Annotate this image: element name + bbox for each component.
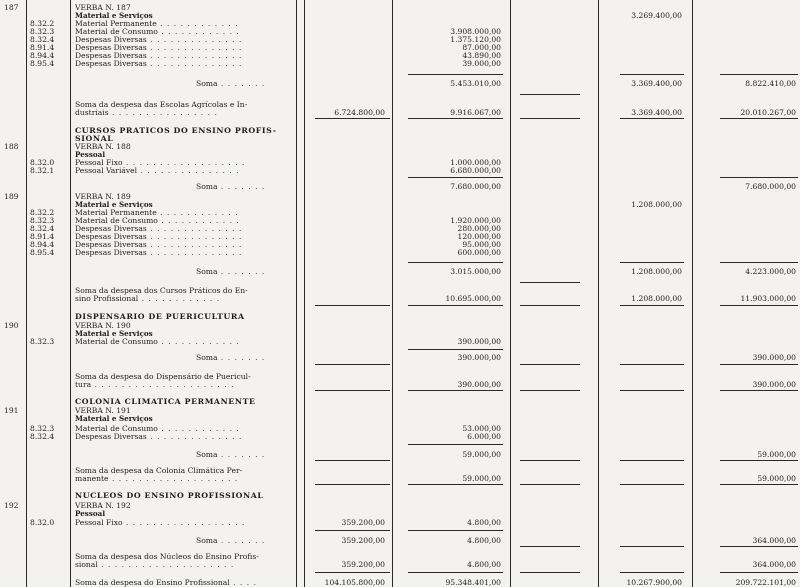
leader-dots: . . . . . . . . . . . . . . [146, 248, 243, 257]
description: COLONIA CLIMATICA PERMANENTE [75, 397, 256, 406]
table-row [0, 518, 800, 527]
sum-rule [520, 305, 580, 306]
table-row [0, 59, 800, 68]
amount-col-3: 1.208.000,00 [631, 294, 682, 303]
amount-col-1: 359.200,00 [341, 536, 385, 545]
account-code: 8.32.4 [30, 432, 55, 441]
description: Soma . . . . . . . [196, 79, 266, 88]
leader-dots: . . . . . . . . . . . . [156, 19, 239, 28]
amount-col-2: 87.000,00 [462, 43, 501, 52]
leader-dots: . . . . . . . . . . . . . . [146, 43, 243, 52]
description: Pessoal Fixo . . . . . . . . . . . . . . . . . . [75, 158, 246, 167]
account-code: 8.91.4 [30, 232, 55, 241]
description: Despesas Diversas . . . . . . . . . . . . . . [75, 248, 243, 257]
description: Soma da despesa dos Cursos Práticos do En- [75, 286, 248, 295]
amount-col-2: 5.453.010,00 [450, 79, 501, 88]
sum-rule [720, 572, 798, 573]
amount-col-1: 6.724.800,00 [334, 108, 385, 117]
amount-col-2: 43.890,00 [462, 51, 501, 60]
description: sino Profissional . . . . . . . . . . . . [75, 294, 221, 303]
account-code: 8.32.4 [30, 224, 55, 233]
sum-rule [408, 444, 503, 445]
amount-col-4: 390.000,00 [752, 380, 796, 389]
sum-rule [408, 74, 503, 75]
amount-col-2: 3.908.000,00 [450, 27, 501, 36]
description: Despesas Diversas . . . . . . . . . . . . . . [75, 240, 243, 249]
amount-col-2: 9.916.067,00 [450, 108, 501, 117]
amount-col-2: 280.000,00 [457, 224, 501, 233]
account-code: 8.32.0 [30, 518, 55, 527]
amount-col-2: 6.000,00 [467, 432, 501, 441]
account-code: 8.32.3 [30, 337, 55, 346]
account-code: 8.32.3 [30, 424, 55, 433]
leader-dots: . . . . . . . . . . . . [156, 208, 239, 217]
leader-dots: . . . . . . . . . . . . . . . [137, 166, 240, 175]
sum-rule [520, 282, 580, 283]
description: Material de Consumo . . . . . . . . . . . . [75, 27, 240, 36]
leader-dots: . . . . . . . . . . . . . . [146, 59, 243, 68]
amount-col-2: 59.000,00 [462, 450, 501, 459]
amount-col-4: 390.000,00 [752, 353, 796, 362]
table-row [0, 578, 800, 587]
item-number: 190 [4, 321, 19, 330]
amount-col-4: 59.000,00 [757, 450, 796, 459]
account-code: 8.95.4 [30, 248, 55, 257]
amount-col-2: 390.000,00 [457, 380, 501, 389]
item-number: 192 [4, 501, 19, 510]
description: Material e Serviços [75, 329, 153, 338]
sum-rule [520, 460, 580, 461]
sum-rule [520, 364, 580, 365]
sum-rule [720, 305, 798, 306]
table-row [0, 267, 800, 276]
leader-dots: . . . . . . . . . . . . . . . . . . . . . [91, 380, 235, 389]
sum-rule [620, 74, 684, 75]
amount-col-4: 20.010.267,00 [740, 108, 796, 117]
leader-dots: . . . . . . . . . . . . . . . . . . [122, 518, 246, 527]
description: Soma da despesa do Dispensário de Puericul- [75, 372, 251, 381]
table-row [0, 432, 800, 441]
amount-col-3: 3.269.400,00 [631, 11, 682, 20]
amount-col-4: 4.223.000,00 [745, 267, 796, 276]
leader-dots: . . . . . . . . . . . . . . . . . . . . [97, 560, 235, 569]
sum-rule [720, 390, 798, 391]
sum-rule [720, 364, 798, 365]
amount-col-2: 7.680.000,00 [450, 182, 501, 191]
amount-col-2: 390.000,00 [457, 337, 501, 346]
account-code: 8.32.0 [30, 158, 55, 167]
description: Despesas Diversas . . . . . . . . . . . . . . [75, 35, 243, 44]
sum-rule [520, 546, 580, 547]
description: dustriais . . . . . . . . . . . . . . . . [75, 108, 218, 117]
description: Soma da despesa das Escolas Agrícolas e In- [75, 100, 248, 109]
sum-rule [620, 118, 684, 119]
sum-rule [315, 364, 390, 365]
item-number: 191 [4, 406, 19, 415]
table-row [0, 353, 800, 362]
table-row [0, 182, 800, 191]
leader-dots: . . . . . . . [217, 353, 266, 362]
description: Soma da despesa da Colonia Climática Per- [75, 466, 243, 475]
sum-rule [408, 390, 503, 391]
table-row [0, 509, 800, 518]
leader-dots: . . . . . . . . . . . . . . [146, 224, 243, 233]
sum-rule [520, 94, 580, 95]
description: Despesas Diversas . . . . . . . . . . . . . . [75, 43, 243, 52]
leader-dots: . . . . . . . . . . . . . . . . . . . [108, 474, 239, 483]
leader-dots: . . . . . . . . . . . . . . . . [108, 108, 218, 117]
leader-dots: . . . . . . . [217, 536, 266, 545]
amount-col-3: 10.267.900,00 [626, 578, 682, 587]
amount-col-2: 600.000,00 [457, 248, 501, 257]
sum-rule [315, 460, 390, 461]
sum-rule [408, 349, 503, 350]
sum-rule [408, 484, 503, 485]
description: Pessoal [75, 509, 106, 518]
sum-rule [520, 572, 580, 573]
amount-col-4: 364.000,00 [752, 560, 796, 569]
sum-rule [720, 74, 798, 75]
amount-col-2: 4.800,00 [467, 536, 501, 545]
amount-col-3: 1.208.000,00 [631, 267, 682, 276]
account-code: 8.32.3 [30, 216, 55, 225]
leader-dots: . . . . . . . . . . . . [157, 424, 240, 433]
amount-col-2: 3.015.000,00 [450, 267, 501, 276]
description: Material e Serviços [75, 414, 153, 423]
sum-rule [315, 305, 390, 306]
amount-col-3: 1.208.000,00 [631, 200, 682, 209]
amount-col-2: 390.000,00 [457, 353, 501, 362]
description: Material e Serviços [75, 11, 153, 20]
description: manente . . . . . . . . . . . . . . . . . . . [75, 474, 239, 483]
sum-rule [520, 118, 580, 119]
description: Material Permanente . . . . . . . . . . . . [75, 208, 239, 217]
table-row [0, 560, 800, 569]
description: VERBA N. 187 [75, 3, 131, 12]
sum-rule [315, 118, 390, 119]
amount-col-3: 3.369.400,00 [631, 79, 682, 88]
leader-dots: . . . . . . . . . . . . . . [146, 232, 243, 241]
leader-dots: . . . . . . . . . . . . [157, 216, 240, 225]
sum-rule [408, 572, 503, 573]
leader-dots: . . . . . . . . . . . . . . [146, 35, 243, 44]
sum-rule [720, 460, 798, 461]
description: Pessoal Fixo . . . . . . . . . . . . . . . . . . [75, 518, 246, 527]
description: Material e Serviços [75, 200, 153, 209]
description: tura . . . . . . . . . . . . . . . . . . . . . [75, 380, 235, 389]
sum-rule [620, 572, 684, 573]
amount-col-2: 4.800,00 [467, 560, 501, 569]
leader-dots: . . . . [229, 578, 257, 587]
amount-col-1: 359.200,00 [341, 518, 385, 527]
table-row [0, 294, 800, 303]
table-row [0, 450, 800, 459]
table-row [0, 474, 800, 483]
leader-dots: . . . . . . . . . . . . [138, 294, 221, 303]
account-code: 8.32.2 [30, 208, 55, 217]
table-row [0, 312, 800, 321]
account-code: 8.32.4 [30, 35, 55, 44]
amount-col-2: 10.695.000,00 [445, 294, 501, 303]
description: Despesas Diversas . . . . . . . . . . . . . . [75, 224, 243, 233]
account-code: 8.95.4 [30, 59, 55, 68]
table-row [0, 380, 800, 389]
item-number: 188 [4, 142, 19, 151]
sum-rule [408, 530, 503, 531]
description: Despesas Diversas . . . . . . . . . . . . . . [75, 51, 243, 60]
description: Despesas Diversas . . . . . . . . . . . . . . [75, 432, 243, 441]
amount-col-2: 95.000,00 [462, 240, 501, 249]
table-row [0, 536, 800, 545]
amount-col-2: 120.000,00 [457, 232, 501, 241]
table-row [0, 108, 800, 117]
sum-rule [620, 305, 684, 306]
sum-rule [720, 177, 798, 178]
sum-rule [720, 118, 798, 119]
table-row [0, 248, 800, 257]
item-number: 189 [4, 192, 19, 201]
description: Pessoal [75, 150, 106, 159]
amount-col-1: 359.200,00 [341, 560, 385, 569]
leader-dots: . . . . . . . [217, 267, 266, 276]
sum-rule [620, 364, 684, 365]
sum-rule [620, 460, 684, 461]
sum-rule [620, 262, 684, 263]
account-code: 8.94.4 [30, 240, 55, 249]
account-code: 8.32.3 [30, 27, 55, 36]
table-row [0, 491, 800, 500]
leader-dots: . . . . . . . [217, 182, 266, 191]
description: sional . . . . . . . . . . . . . . . . . . . . [75, 560, 235, 569]
amount-col-2: 95.348.401,00 [445, 578, 501, 587]
description: Soma . . . . . . . [196, 536, 266, 545]
description: Soma da despesa dos Núcleos do Ensino Profis- [75, 552, 259, 561]
account-code: 8.32.1 [30, 166, 55, 175]
amount-col-2: 1.375.120,00 [450, 35, 501, 44]
amount-col-2: 59.000,00 [462, 474, 501, 483]
amount-col-4: 7.680.000,00 [745, 182, 796, 191]
leader-dots: . . . . . . . . . . . . . . [146, 432, 243, 441]
table-row [0, 397, 800, 406]
description: Material de Consumo . . . . . . . . . . . . [75, 424, 240, 433]
amount-col-3: 3.369.400,00 [631, 108, 682, 117]
description: Despesas Diversas . . . . . . . . . . . . . . [75, 59, 243, 68]
table-row [0, 414, 800, 423]
description: CURSOS PRATICOS DO ENSINO PROFIS- [75, 126, 277, 135]
description: VERBA N. 190 [75, 321, 131, 330]
account-code: 8.94.4 [30, 51, 55, 60]
sum-rule [408, 118, 503, 119]
leader-dots: . . . . . . . . . . . . [157, 27, 240, 36]
leader-dots: . . . . . . . [217, 450, 266, 459]
sum-rule [315, 530, 390, 531]
sum-rule [520, 390, 580, 391]
amount-col-4: 59.000,00 [757, 474, 796, 483]
account-code: 8.32.2 [30, 19, 55, 28]
leader-dots: . . . . . . . . . . . . [157, 337, 240, 346]
sum-rule [620, 546, 684, 547]
sum-rule [520, 484, 580, 485]
description: Material de Consumo . . . . . . . . . . . . [75, 216, 240, 225]
leader-dots: . . . . . . . . . . . . . . . . . . [122, 158, 246, 167]
leader-dots: . . . . . . . [217, 79, 266, 88]
sum-rule [620, 484, 684, 485]
description: Pessoal Variável . . . . . . . . . . . . . . . [75, 166, 240, 175]
description: VERBA N. 192 [75, 501, 131, 510]
description: Soma . . . . . . . [196, 450, 266, 459]
amount-col-2: 39.000,00 [462, 59, 501, 68]
sum-rule [720, 484, 798, 485]
sum-rule [408, 177, 503, 178]
description: DISPENSARIO DE PUERICULTURA [75, 312, 245, 321]
leader-dots: . . . . . . . . . . . . . . [146, 51, 243, 60]
sum-rule [408, 262, 503, 263]
description: VERBA N. 191 [75, 406, 131, 415]
description: SIONAL [75, 134, 114, 143]
description: Despesas Diversas . . . . . . . . . . . . . . [75, 232, 243, 241]
amount-col-2: 4.800,00 [467, 518, 501, 527]
amount-col-2: 6.680.000,00 [450, 166, 501, 175]
description: Soma . . . . . . . [196, 182, 266, 191]
description: VERBA N. 189 [75, 192, 131, 201]
sum-rule [720, 546, 798, 547]
amount-col-2: 53.000,00 [462, 424, 501, 433]
leader-dots: . . . . . . . . . . . . . . [146, 240, 243, 249]
sum-rule [620, 390, 684, 391]
description: Material Permanente . . . . . . . . . . . . [75, 19, 239, 28]
amount-col-2: 1.920.000,00 [450, 216, 501, 225]
sum-rule [315, 484, 390, 485]
sum-rule [408, 305, 503, 306]
description: Soma . . . . . . . [196, 353, 266, 362]
amount-col-4: 364.000,00 [752, 536, 796, 545]
account-code: 8.91.4 [30, 43, 55, 52]
sum-rule [720, 262, 798, 263]
amount-col-1: 104.105.800,00 [324, 578, 385, 587]
description: VERBA N. 188 [75, 142, 131, 151]
sum-rule [315, 390, 390, 391]
table-row [0, 166, 800, 175]
table-row [0, 337, 800, 346]
amount-col-4: 8.822.410,00 [745, 79, 796, 88]
amount-col-2: 1.000.000,00 [450, 158, 501, 167]
description: NUCLEOS DO ENSINO PROFISSIONAL [75, 491, 264, 500]
sum-rule [315, 572, 390, 573]
amount-col-4: 209.722.101,00 [735, 578, 796, 587]
description: Soma da despesa do Ensino Profissional . . . . [75, 578, 257, 587]
description: Soma . . . . . . . [196, 267, 266, 276]
amount-col-4: 11.903.000,00 [740, 294, 796, 303]
item-number: 187 [4, 3, 19, 12]
description: Material de Consumo . . . . . . . . . . . . [75, 337, 240, 346]
table-row [0, 79, 800, 88]
